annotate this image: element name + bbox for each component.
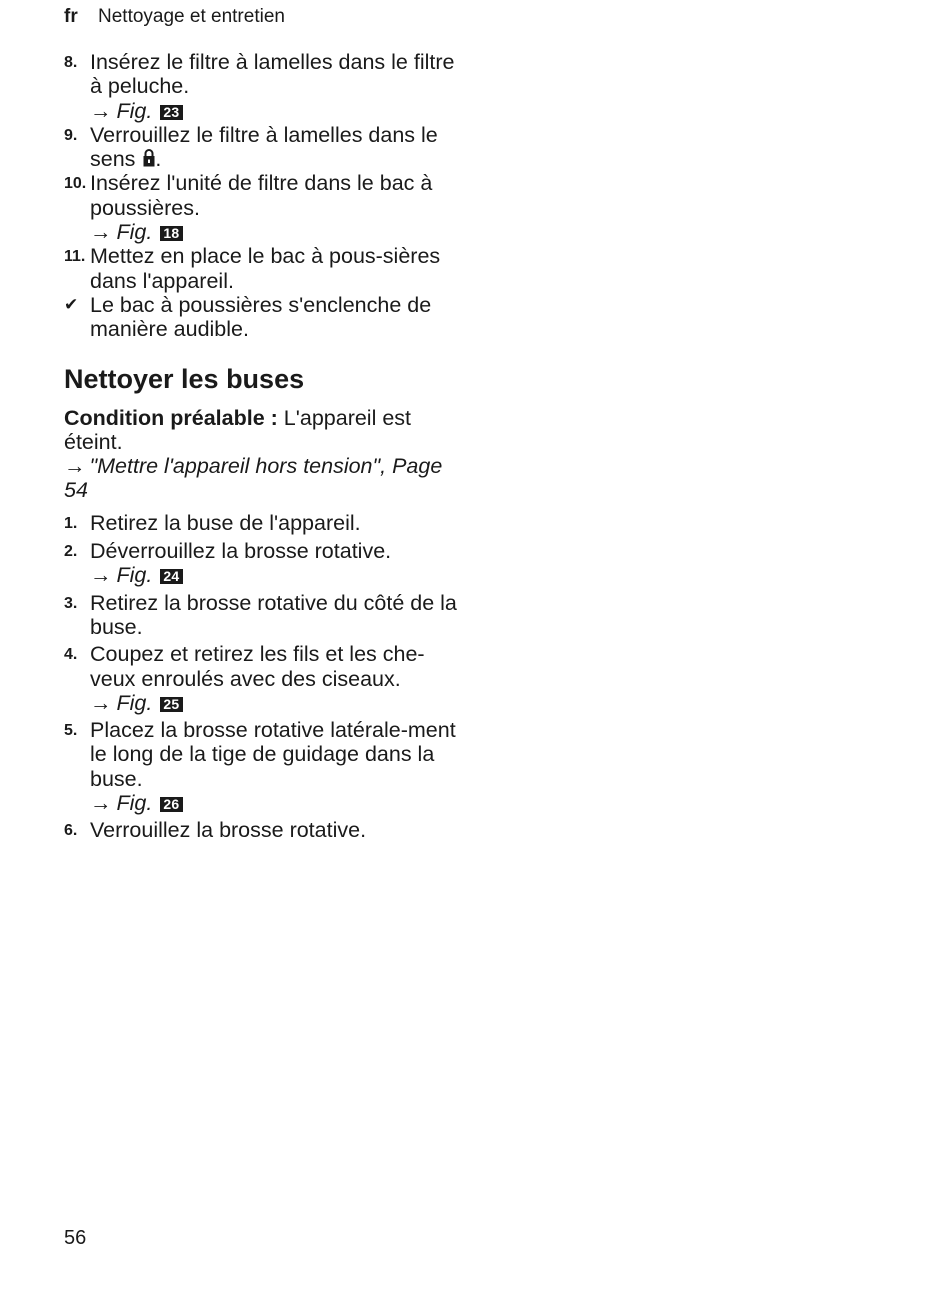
steps-list [64, 511, 464, 844]
list-item [64, 718, 464, 815]
step-number: 11. [64, 248, 86, 266]
figure-reference[interactable] [90, 791, 464, 815]
step-text: Retirez la buse de l'appareil. [90, 510, 361, 535]
figure-reference[interactable] [90, 691, 464, 715]
step-number: 6. [64, 822, 78, 840]
list-item [64, 171, 464, 244]
arrow-icon: → [64, 454, 86, 479]
language-code: fr [64, 6, 78, 27]
figure-number-badge: 23 [160, 105, 182, 120]
arrow-icon: → [90, 791, 112, 816]
list-item [64, 511, 464, 536]
figure-reference[interactable] [90, 220, 464, 244]
list-item [64, 123, 464, 172]
step-text: Mettez en place le bac à pous-sières dans l'appareil. [90, 244, 441, 293]
list-item [64, 539, 464, 588]
result-text: Le bac à poussières s'enclenche de manière audible. [90, 292, 432, 342]
step-number: 1. [64, 514, 78, 532]
list-item [64, 50, 464, 123]
fig-label: Fig. [116, 563, 153, 588]
fig-label: Fig. [116, 220, 153, 245]
step-text: Verrouillez le filtre à lamelles dans le sens [90, 122, 438, 172]
step-number: 9. [64, 126, 78, 144]
step-text: Placez la brosse rotative latérale-ment le long de la tige de guidage dans la buse. [90, 718, 456, 791]
step-text: Retirez la brosse rotative du côté de la buse. [90, 590, 457, 639]
step-number: 3. [64, 594, 78, 612]
step-number: 4. [64, 646, 78, 664]
list-item [64, 818, 464, 843]
cross-reference-text: "Mettre l'appareil hors tension", Page 54 [64, 454, 443, 503]
arrow-icon: → [90, 690, 112, 715]
page-number: 56 [64, 1227, 87, 1249]
fig-label: Fig. [116, 98, 153, 123]
check-icon: ✔ [64, 294, 79, 314]
step-text: Insérez le filtre à lamelles dans le filtre à peluche. [90, 50, 455, 99]
list-item [64, 591, 464, 640]
figure-reference[interactable] [90, 563, 464, 587]
arrow-icon: → [90, 220, 112, 245]
step-text: Verrouillez la brosse rotative. [90, 818, 367, 843]
arrow-icon: → [90, 563, 112, 588]
list-item [64, 244, 464, 293]
fig-label: Fig. [116, 690, 153, 715]
section-heading: Nettoyer les buses [64, 363, 305, 394]
step-number: 5. [64, 722, 78, 740]
step-number: 8. [64, 54, 78, 71]
arrow-icon: → [90, 98, 112, 123]
step-number: 2. [64, 543, 78, 561]
precondition-label: Condition préalable : [64, 405, 278, 430]
precondition-text: L'appareil est éteint. [64, 405, 412, 454]
page-header [64, 6, 285, 28]
content-column [64, 50, 464, 847]
step-text: Coupez et retirez les fils et les che-veux enroulés avec des ciseaux. [90, 642, 425, 691]
list-item [64, 642, 464, 715]
precondition [64, 406, 464, 503]
step-text: Déverrouillez la brosse rotative. [90, 539, 392, 564]
fig-label: Fig. [116, 791, 153, 816]
figure-number-badge: 24 [160, 569, 182, 584]
step-text: Insérez l'unité de filtre dans le bac à poussières. [90, 171, 433, 220]
cross-reference-link[interactable] [64, 454, 464, 503]
section-name: Nettoyage et entretien [98, 6, 285, 27]
step-number: 10. [64, 175, 87, 193]
lock-closed-icon [143, 148, 155, 167]
figure-reference[interactable] [90, 99, 464, 123]
result-item [64, 293, 464, 342]
step-text-end: . [155, 147, 162, 172]
figure-number-badge: 25 [160, 697, 182, 712]
figure-number-badge: 18 [160, 226, 182, 241]
figure-number-badge: 26 [160, 797, 182, 812]
